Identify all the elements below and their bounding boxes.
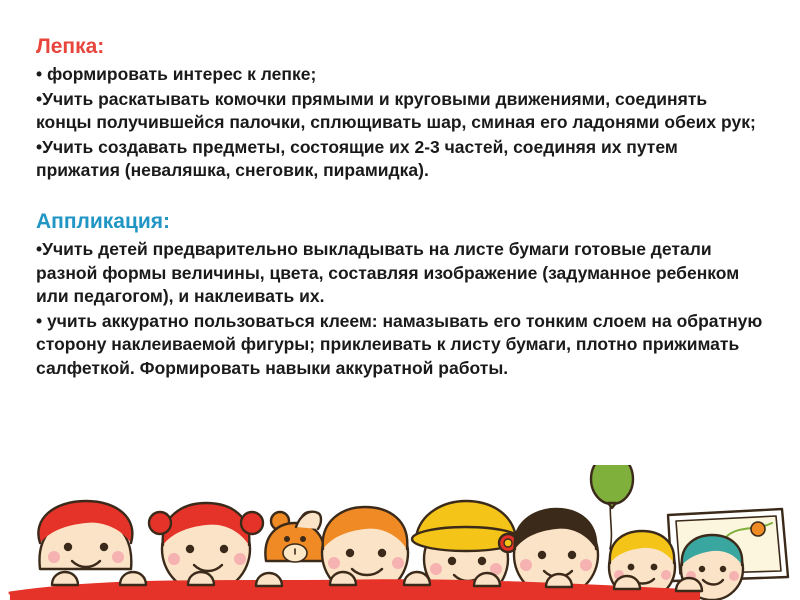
list-item: • формировать интерес к лепке; bbox=[36, 63, 317, 84]
bullet-list-applikaciya bbox=[36, 238, 766, 381]
list-item: •Учить создавать предметы, состоящие их 2-3 частей, соединяя их путем прижатия (неваляшка, снеговик, пирамидка). bbox=[36, 136, 678, 181]
section-applikaciya bbox=[36, 209, 766, 381]
section-title-applikaciya: Аппликация: bbox=[36, 210, 171, 233]
list-item: • учить аккуратно пользоваться клеем: намазывать его тонким слоем на обратную сторону наклеиваемой фигуры; приклеивать к листу бумаги, плотно прижимать салфеткой. Формировать навыки аккуратной работы. bbox=[36, 310, 763, 378]
children-cartoon-illustration bbox=[0, 465, 800, 600]
bullet-list-lepka bbox=[36, 63, 766, 183]
section-spacer bbox=[36, 187, 766, 209]
slide-content bbox=[36, 34, 766, 385]
list-item: •Учить детей предварительно выкладывать на листе бумаги готовые детали разной формы величины, цвета, составляя изображение (задуманное ребенком или педагогом), и наклеивать их. bbox=[36, 238, 740, 307]
section-lepka bbox=[36, 34, 766, 183]
section-title-lepka: Лепка: bbox=[36, 35, 105, 58]
list-item: •Учить раскатывать комочки прямыми и круговыми движениями, соединять концы получившейся палочки, сплющивать шар, сминая его ладонями обеих рук; bbox=[36, 88, 756, 133]
